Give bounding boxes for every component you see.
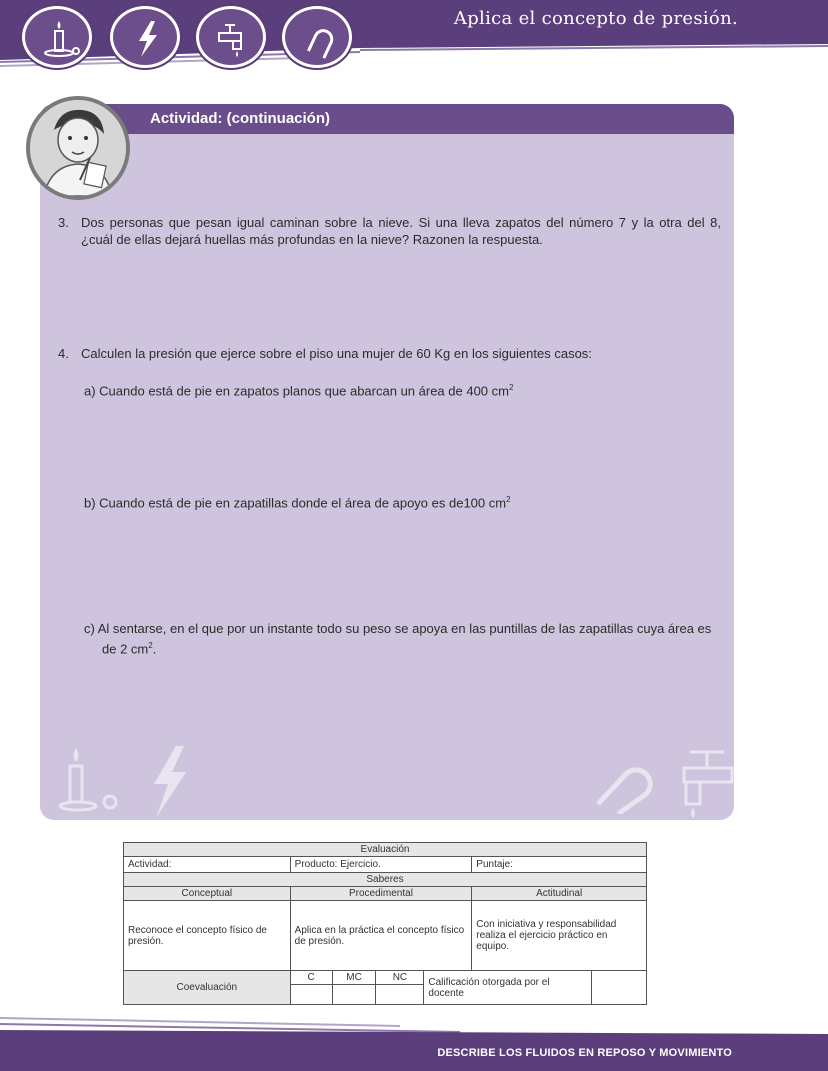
question-4-text: Calculen la presión que ejerce sobre el piso una mujer de 60 Kg en los siguientes casos: [81,346,592,361]
faucet-watermark-icon [680,744,734,820]
superscript: 2 [506,495,511,504]
conceptual-text: Reconoce el concepto físico de presión. [124,901,291,971]
saberes-header: Saberes [124,873,647,887]
nc-input-cell[interactable] [376,985,424,1005]
calificacion-input-cell[interactable] [592,971,647,1005]
panel-header [40,104,734,134]
candle-icon [22,6,92,68]
evaluation-title: Evaluación [124,843,647,857]
c-input-cell[interactable] [290,985,332,1005]
actividad-cell: Actividad: [124,857,291,873]
question-3-number: 3. [58,215,69,230]
producto-cell: Producto: Ejercicio. [290,857,472,873]
question-4-number: 4. [58,346,69,361]
question-3-line-1: Dos personas que pesan igual caminan sobre la nieve. Si una lleva zapatos del número 7 y la otra del 8, [81,215,721,230]
question-3-line-2: ¿cuál de ellas dejará huellas más profundas en la nieve? Razonen la respuesta. [81,232,543,247]
mc-header: MC [332,971,376,985]
candle-watermark-icon [58,744,118,814]
question-4c-line-2 [102,637,156,657]
nc-header: NC [376,971,424,985]
activity-title: Actividad: (continuación) [150,110,330,127]
question-4a-text: a) Cuando está de pie en zapatos planos que abarcan un área de 400 cm [84,383,509,399]
magnet-icon [282,6,352,68]
question-4c-line-2-text: de 2 cm [102,641,149,657]
procedimental-header: Procedimental [290,887,472,901]
lightning-watermark-icon [146,746,190,818]
mc-input-cell[interactable] [332,985,376,1005]
header-title: Aplica el concepto de presión. [453,8,738,29]
period: . [152,641,157,657]
procedimental-text: Aplica en la práctica el concepto físico de presión. [290,901,472,971]
actitudinal-header: Actitudinal [472,887,647,901]
calificacion-cell: Calificación otorgada por el docente [424,971,592,1005]
coevaluacion-cell: Coevaluación [124,971,291,1005]
puntaje-cell: Puntaje: [472,857,647,873]
student-avatar [26,96,130,200]
faucet-icon [196,6,266,68]
evaluation-table [123,842,647,1005]
question-4b [84,491,511,511]
activity-panel [40,104,734,820]
footer-band [0,1012,828,1071]
superscript: 2 [508,383,514,392]
question-4c-line-1: c) Al sentarse, en el que por un instante todo su peso se apoya en las puntillas de las zapatillas cuya área es [84,621,712,636]
question-4b-text: b) Cuando está de pie en zapatillas donde el área de apoyo es de100 cm [84,495,507,511]
footer-text: DESCRIBE LOS FLUIDOS EN REPOSO Y MOVIMIENTO [437,1047,732,1059]
c-header: C [290,971,332,985]
question-4a [84,379,513,399]
lightning-icon [110,6,180,68]
actitudinal-text: Con iniciativa y responsabilidad realiza el ejercicio práctico en equipo. [472,901,647,971]
magnet-watermark-icon [588,744,658,814]
conceptual-header: Conceptual [124,887,291,901]
superscript: 2 [148,641,153,650]
